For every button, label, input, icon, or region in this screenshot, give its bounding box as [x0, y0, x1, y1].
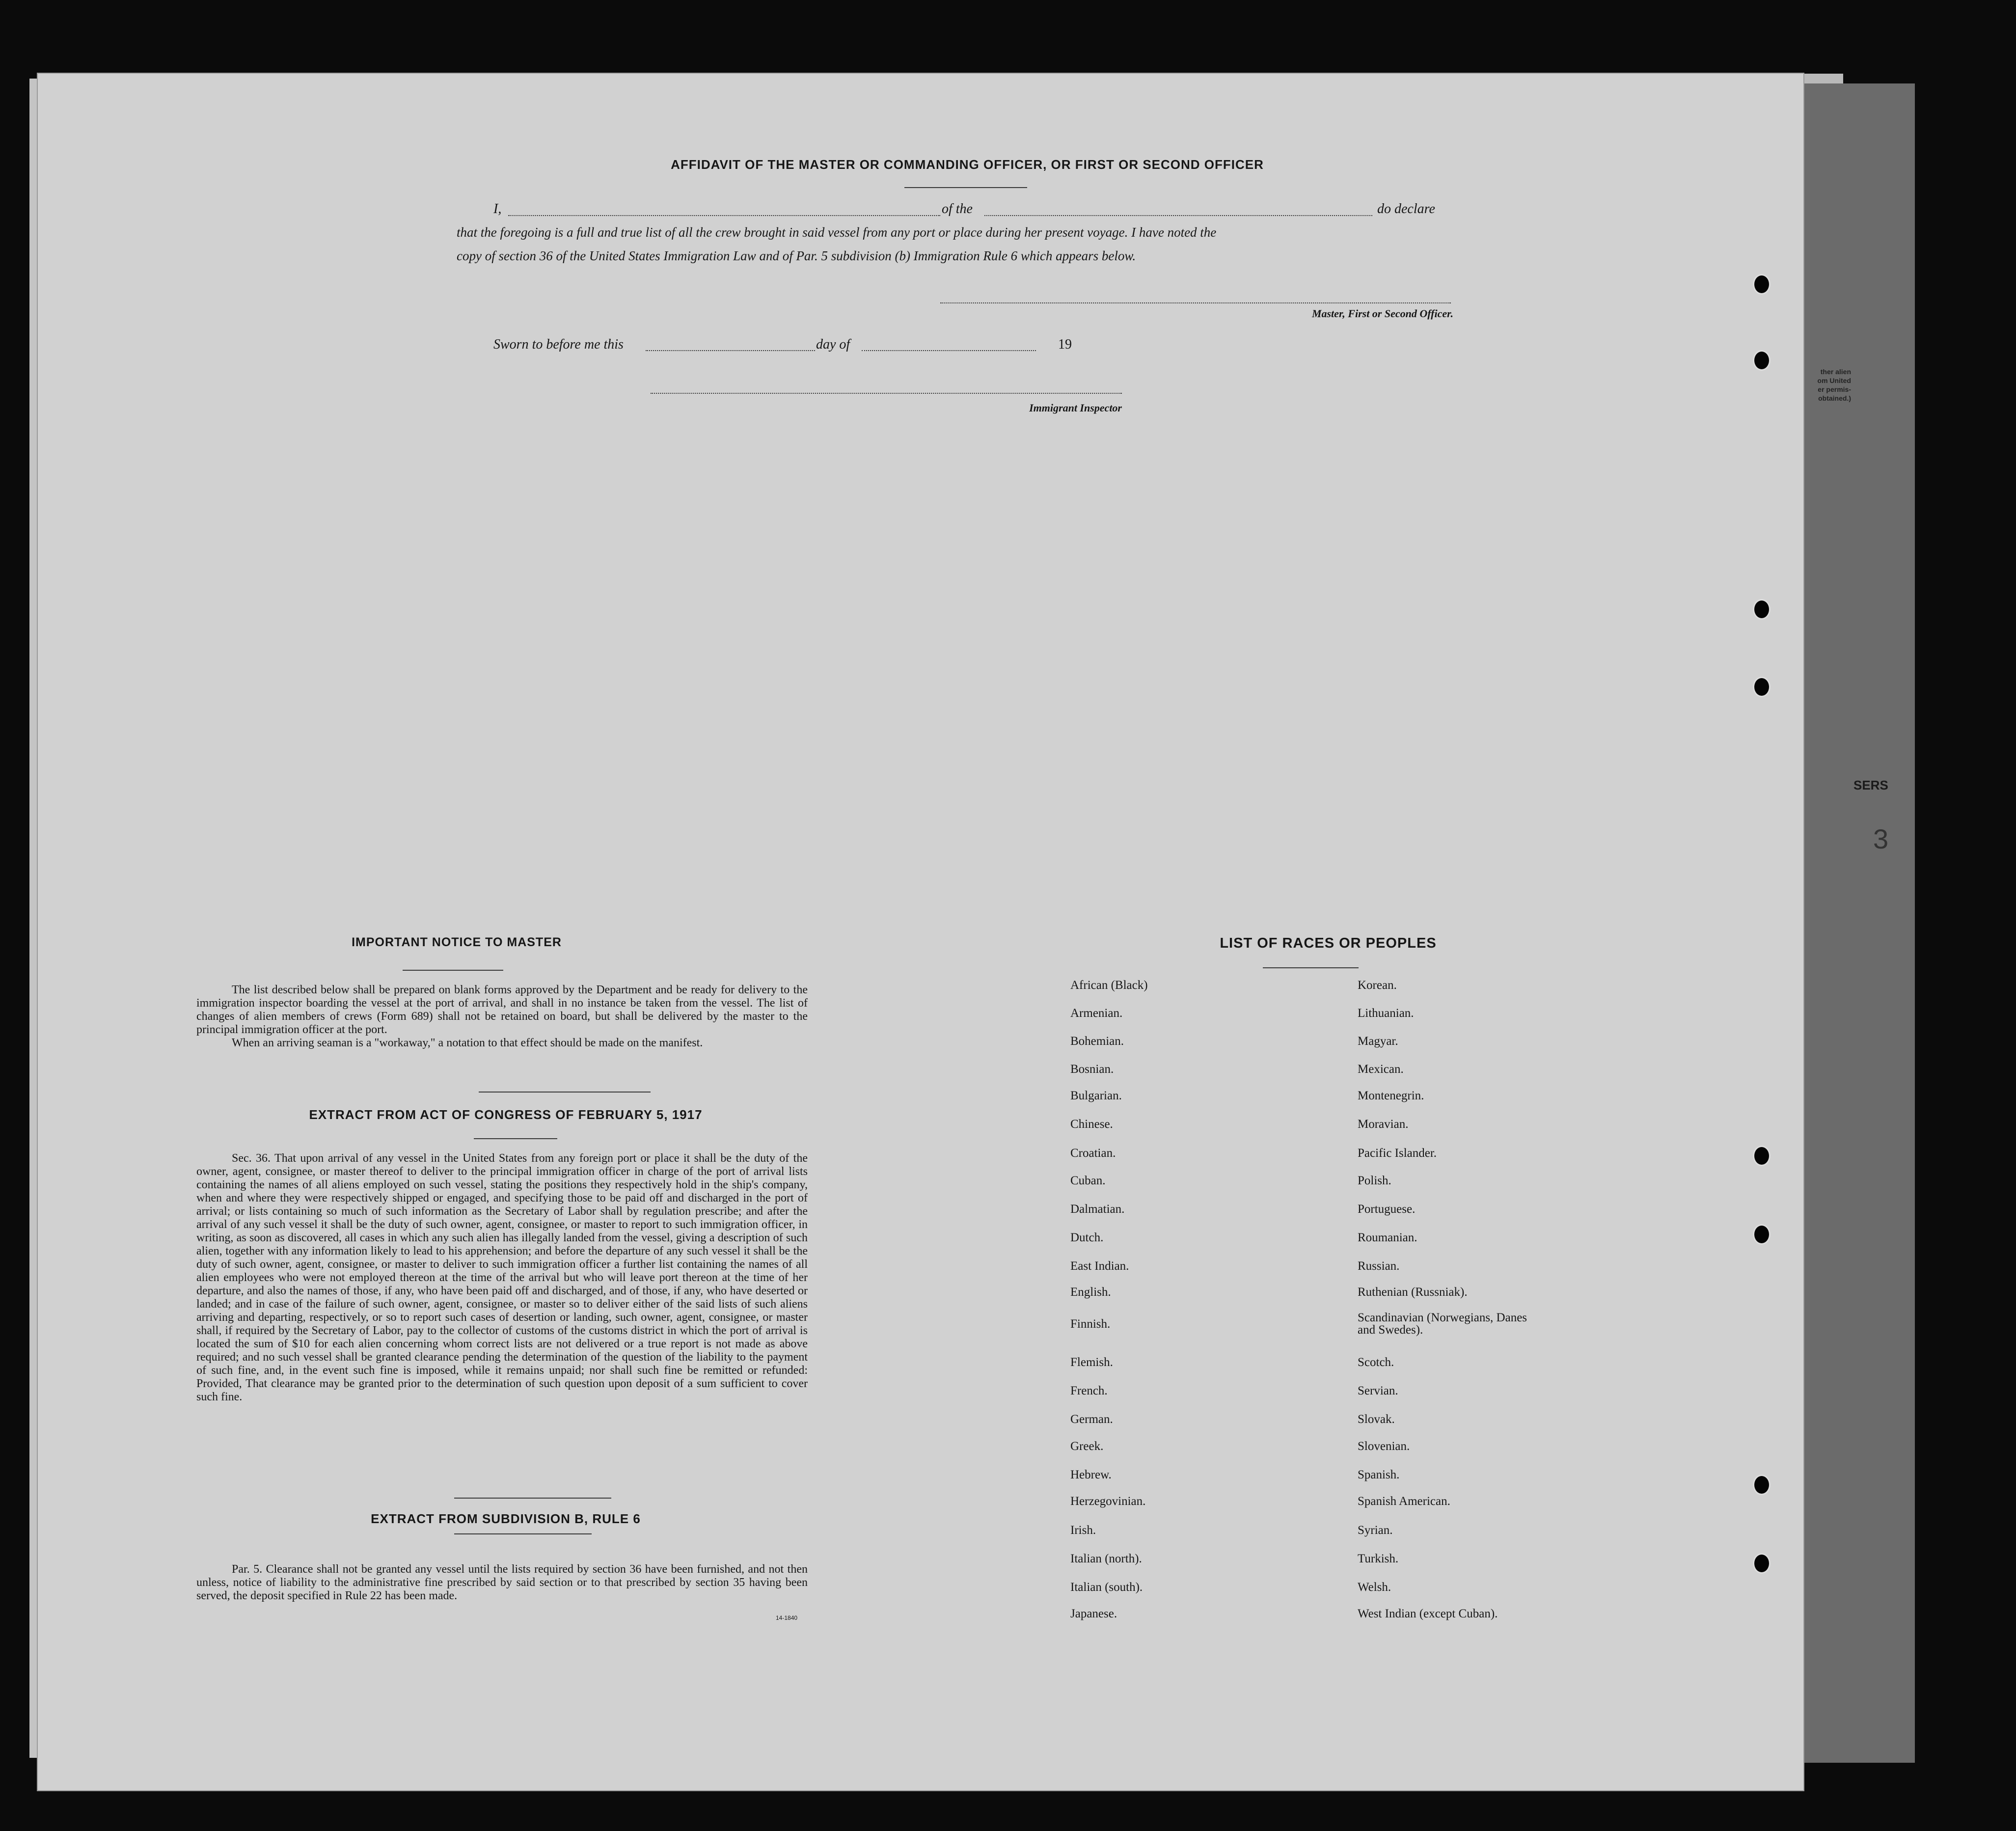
race-entry: Roumanian. [1358, 1231, 1417, 1244]
punch-hole [1753, 1553, 1771, 1574]
affidavit-of-the-label: of the [942, 201, 973, 217]
name-blank-line [508, 215, 940, 216]
divider [479, 1092, 651, 1093]
race-entry: Korean. [1358, 979, 1397, 992]
year-prefix: 19 [1058, 337, 1072, 352]
divider [1263, 967, 1359, 968]
day-of-label: day of [816, 337, 850, 352]
race-entry: Dutch. [1070, 1231, 1104, 1244]
race-entry: Bohemian. [1070, 1035, 1124, 1048]
race-entry: Russian. [1358, 1259, 1400, 1273]
punch-hole [1753, 274, 1771, 295]
race-entry: Greek. [1070, 1440, 1104, 1453]
affidavit-title: AFFIDAVIT OF THE MASTER OR COMMANDING OFFICER, OR FIRST OR SECOND OFFICER [671, 157, 1264, 172]
race-entry: Moravian. [1358, 1118, 1409, 1131]
race-entry: Italian (south). [1070, 1581, 1143, 1594]
race-entry: Spanish. [1358, 1468, 1400, 1481]
race-entry: Slovenian. [1358, 1440, 1410, 1453]
race-entry: Dalmatian. [1070, 1202, 1125, 1216]
divider [454, 1533, 592, 1534]
race-entry: Pacific Islander. [1358, 1147, 1437, 1160]
notice-title: IMPORTANT NOTICE TO MASTER [352, 935, 562, 949]
races-title: LIST OF RACES OR PEOPLES [1220, 935, 1437, 951]
race-entry: Flemish. [1070, 1356, 1113, 1369]
race-entry: Welsh. [1358, 1581, 1391, 1594]
punch-hole [1753, 1224, 1771, 1245]
race-entry: Chinese. [1070, 1118, 1113, 1131]
divider [474, 1138, 557, 1139]
race-entry: East Indian. [1070, 1259, 1129, 1273]
race-entry: Irish. [1070, 1524, 1096, 1537]
race-entry: Montenegrin. [1358, 1089, 1424, 1102]
inspector-label: Immigrant Inspector [1029, 402, 1122, 414]
race-entry: Portuguese. [1358, 1202, 1416, 1216]
race-entry: Finnish. [1070, 1317, 1111, 1331]
rule6-title: EXTRACT FROM SUBDIVISION B, RULE 6 [371, 1511, 641, 1526]
race-entry: Syrian. [1358, 1524, 1393, 1537]
form-number: 14-1840 [776, 1614, 798, 1621]
punch-hole [1753, 677, 1771, 697]
sworn-label: Sworn to before me this [493, 337, 624, 352]
form-page [37, 73, 1804, 1791]
punch-hole [1753, 1146, 1771, 1166]
master-signature-label: Master, First or Second Officer. [1311, 307, 1453, 320]
act-section-36-text: Sec. 36. That upon arrival of any vessel in the United States from any foreign port or place it shall be the duty of the owner, agent, consignee, or master thereof to deliver to the principal immigration officer in charge of the port of arrival lists containing the names of all aliens employed on such vessel, stating the positions they respectively hold in the ship's company, when and where they were respectively shipped or engaged, and specifying those to be paid off and discharged in the port of arrival; or lists containing so much of such information as the Secretary of Labor shall by regulation prescribe; and after the arrival of any such vessel it shall be the duty of such owner, agent, consignee, or master to report to such immigration officer, in writing, as soon as discovered, all cases in which any such alien has illegally landed from the vessel, giving a description of such alien, together with any information likely to lead to his apprehension; and before the departure of any such vessel it shall be the duty of such owner, agent, consignee, or master to deliver to such immigration officer a further list containing the names of all alien employees who were not employed thereon at the time of the arrival but who will leave port thereon at the time of her departure, and also the names of those, if any, who have been paid off and discharged, and of those, if any, who have deserted or landed; and in case of the failure of such owner, agent, consignee, or master so to deliver either of the said lists of such aliens arriving and departing, respectively, or so to report such cases of desertion or landing, such owner, agent, consignee, or master shall, if required by the Secretary of Labor, pay to the collector of customs of the customs district in which the port of arrival is located the sum of $10 for each alien concerning whom correct lists are not delivered or a true report is not made as above required; and no such vessel shall be granted clearance pending the determination of the question of the liability to the payment of such fine, and, in the event such fine is imposed, while it remains unpaid; nor shall such fine be remitted or refunded: Provided, That clearance may be granted prior to the determination of such question upon deposit of a sum sufficient to cover such fine. [196, 1152, 808, 1403]
race-entry: Turkish. [1358, 1552, 1399, 1565]
race-entry: Bulgarian. [1070, 1089, 1122, 1102]
race-entry: Spanish American. [1358, 1495, 1450, 1508]
race-entry: West Indian (except Cuban). [1358, 1607, 1498, 1620]
race-entry: African (Black) [1070, 979, 1148, 992]
race-entry: Bosnian. [1070, 1063, 1114, 1076]
race-entry: German. [1070, 1413, 1113, 1426]
margin-fragment-sers: SERS [1853, 778, 1888, 793]
master-signature-line [940, 302, 1451, 303]
punch-hole [1753, 599, 1771, 620]
rule6-body [196, 1563, 808, 1603]
race-entry: Ruthenian (Russniak). [1358, 1285, 1468, 1299]
race-entry: Mexican. [1358, 1063, 1404, 1076]
punch-hole [1753, 350, 1771, 371]
margin-fragment-digit: 3 [1873, 823, 1889, 854]
punch-hole [1753, 1475, 1771, 1495]
act-title: EXTRACT FROM ACT OF CONGRESS OF FEBRUARY 5, 1917 [309, 1107, 703, 1122]
affidavit-i-label: I, [493, 201, 502, 217]
race-entry: Servian. [1358, 1384, 1398, 1397]
race-entry: Slovak. [1358, 1413, 1395, 1426]
affidavit-line-2: that the foregoing is a full and true list of all the crew brought in said vessel from any port or place during her present voyage. I have noted the [457, 225, 1217, 240]
race-entry: Croatian. [1070, 1147, 1116, 1160]
affidavit-do-declare: do declare [1377, 201, 1435, 217]
race-entry: French. [1070, 1384, 1108, 1397]
notice-paragraph-1: The list described below shall be prepared on blank forms approved by the Department and be ready for delivery to the immigration inspector boarding the vessel at the port of arrival, and shall in no instance be taken from the vessel. The list of changes of alien members of crews (Form 689) shall not be retained on board, but shall be delivered by the master to the principal immigration officer at the port. [196, 984, 808, 1036]
divider [904, 187, 1027, 188]
sworn-month-line [862, 350, 1036, 351]
race-entry: Scandinavian (Norwegians, Danes and Swedes). [1358, 1311, 1527, 1337]
race-entry: Italian (north). [1070, 1552, 1142, 1565]
race-entry: Japanese. [1070, 1607, 1117, 1620]
race-entry: Scotch. [1358, 1356, 1394, 1369]
affidavit-line-3: copy of section 36 of the United States Immigration Law and of Par. 5 subdivision (b) Immigration Rule 6 which appears below. [457, 248, 1136, 263]
rule6-paragraph: Par. 5. Clearance shall not be granted any vessel until the lists required by section 36 have been furnished, and not then unless, notice of liability to the administrative fine prescribed by said section or to that prescribed by section 35 having been served, the deposit specified in Rule 22 has been made. [196, 1563, 808, 1602]
race-entry: Armenian. [1070, 1007, 1123, 1020]
race-entry: Herzegovinian. [1070, 1495, 1146, 1508]
race-entry: Cuban. [1070, 1174, 1106, 1187]
race-entry: Magyar. [1358, 1035, 1398, 1048]
divider [454, 1498, 611, 1499]
act-body [196, 1152, 808, 1404]
races-column-2 [1358, 979, 1593, 1691]
race-entry: English. [1070, 1285, 1111, 1299]
notice-paragraph-2: When an arriving seaman is a "workaway," a notation to that effect should be made on the manifest. [232, 1037, 703, 1049]
sworn-day-line [646, 350, 815, 351]
races-column-1 [1070, 979, 1326, 1691]
margin-fragment-text: ther alien om United er permis- obtained.) [1817, 368, 1851, 402]
underlying-page-edge [1797, 83, 1915, 1763]
divider [403, 970, 503, 971]
race-entry: Lithuanian. [1358, 1007, 1414, 1020]
race-entry: Hebrew. [1070, 1468, 1112, 1481]
notice-body [196, 984, 808, 1050]
race-entry: Polish. [1358, 1174, 1391, 1187]
inspector-signature-line [651, 393, 1122, 394]
vessel-blank-line [984, 215, 1372, 216]
